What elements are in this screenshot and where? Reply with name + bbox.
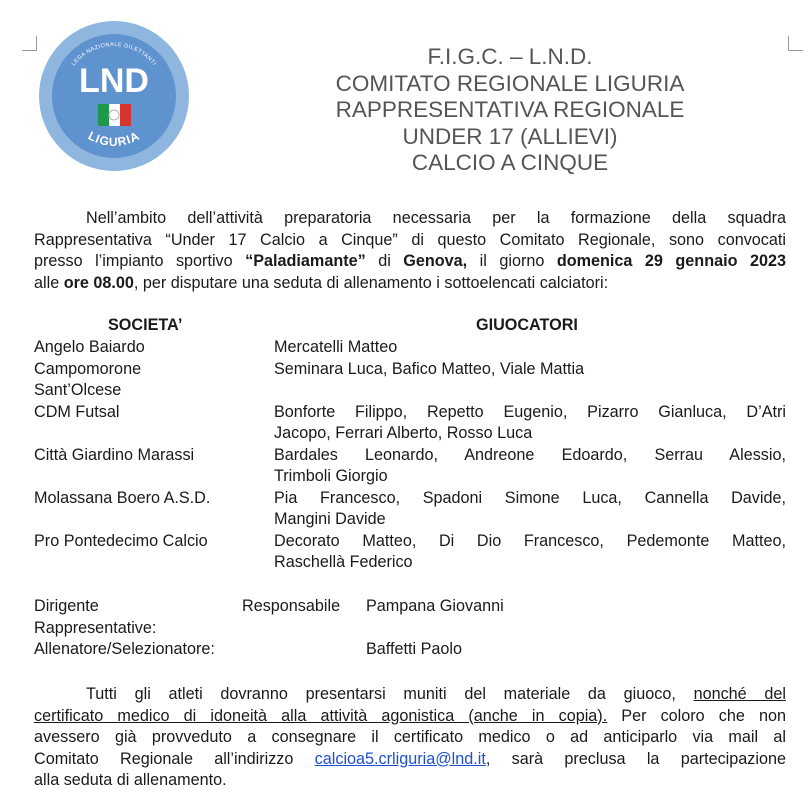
club-name: Molassana Boero A.S.D. [34,488,211,507]
event-time: ore 08.00 [63,273,134,292]
table-row [34,488,786,531]
club-name: Angelo Baiardo [34,338,145,356]
players-list: Bonforte Filippo, Repetto Eugenio, Pizarro Gianluca, D’Atri Jacopo, Ferrari Alberto, Rosso Luca [274,402,786,442]
players-list: Decorato Matteo, Di Dio Francesco, Pedemonte Matteo, Raschellà Federico [274,531,786,571]
dirigente-label-1: Dirigente [34,597,99,615]
table-row [34,359,786,402]
table-row [34,337,786,359]
intro-line-4: alle ore 08.00, per disputare una seduta di allenamento i sottoelencati calciatori: [34,273,609,292]
closing-line-4: Comitato Regionale all’indirizzo calcioa5.crliguria@lnd.it, sarà preclusa la partecipazione [34,749,786,768]
intro-line-2: Rappresentativa “Under 17 Calcio a Cinque” di questo Comitato Regionale, sono convocati [34,230,786,249]
intro-paragraph [34,208,786,294]
lnd-liguria-logo [38,20,190,172]
column-header-societa: SOCIETA’ [108,316,183,334]
dirigente-row [34,596,786,618]
closing-line-5: alla seduta di allenamento. [34,771,227,789]
email-link[interactable]: calcioa5.crliguria@lnd.it [314,749,486,768]
dirigente-name: Pampana Giovanni [366,597,504,615]
players-list: Mercatelli Matteo [274,338,398,356]
event-date: domenica 29 gennaio 2023 [556,252,786,270]
logo-top-text: LEGA NAZIONALE DILETTANTI [70,41,158,68]
dirigente-label-3: Rappresentative: [34,618,157,637]
table-row [34,445,786,488]
closing-line-3: avessero già provveduto a consegnare il certificato medico o ad anticiparlo via mail al [34,728,786,746]
intro-line-1: Nell’ambito dell’attività preparatoria necessaria per la formazione della squadra [86,209,786,227]
allenatore-label: Allenatore/Selezionatore: [34,640,215,658]
venue-name: “Paladiamante” [245,252,366,270]
club-name: CDM Futsal [34,402,120,421]
header-line-4: UNDER 17 (ALLIEVI) [402,123,618,149]
city-name: Genova, [403,252,468,270]
table-row [34,402,786,445]
column-header-giocatori: GIUOCATORI [476,316,578,334]
corner-mark-top-left [22,36,37,51]
allenatore-name: Baffetti Paolo [366,640,462,658]
header-line-5: CALCIO A CINQUE [411,150,609,175]
closing-paragraph [34,684,786,792]
header-line-2: COMITATO REGIONALE LIGURIA [335,70,685,96]
header-line-1: F.I.G.C. – L.N.D. [427,44,593,69]
staff-section [34,596,786,661]
logo-initials: LND [79,62,149,100]
players-list: Pia Francesco, Spadoni Simone Luca, Cannella Davide, Mangini Davide [274,488,786,528]
closing-line-2: certificato medico di idoneità alla attività agonistica (anche in copia). Per coloro che non [34,706,786,725]
document-header [250,44,770,177]
dirigente-row-cont [34,618,786,640]
corner-mark-top-right [788,36,803,51]
table-row [34,531,786,574]
club-name: Città Giardino Marassi [34,445,195,464]
players-list: Seminara Luca, Bafico Matteo, Viale Mattia [274,359,585,378]
club-name: Pro Pontedecimo Calcio [34,531,208,550]
allenatore-row [34,639,786,661]
players-list: Bardales Leonardo, Andreone Edoardo, Serrau Alessio, Trimboli Giorgio [274,445,786,485]
club-name: Campomorone Sant’Olcese [34,359,142,399]
intro-line-3: presso l’impianto sportivo “Paladiamante” di Genova, il giorno domenica 29 gennaio 2023 [34,252,786,270]
dirigente-label-2: Responsabile [242,597,341,615]
convocation-table [34,337,786,574]
closing-line-1: Tutti gli atleti dovranno presentarsi muniti del materiale da giuoco, nonché del [86,685,786,703]
header-line-3: RAPPRESENTATIVA REGIONALE [335,97,685,122]
logo-region-text: LIGURIA [85,128,143,150]
